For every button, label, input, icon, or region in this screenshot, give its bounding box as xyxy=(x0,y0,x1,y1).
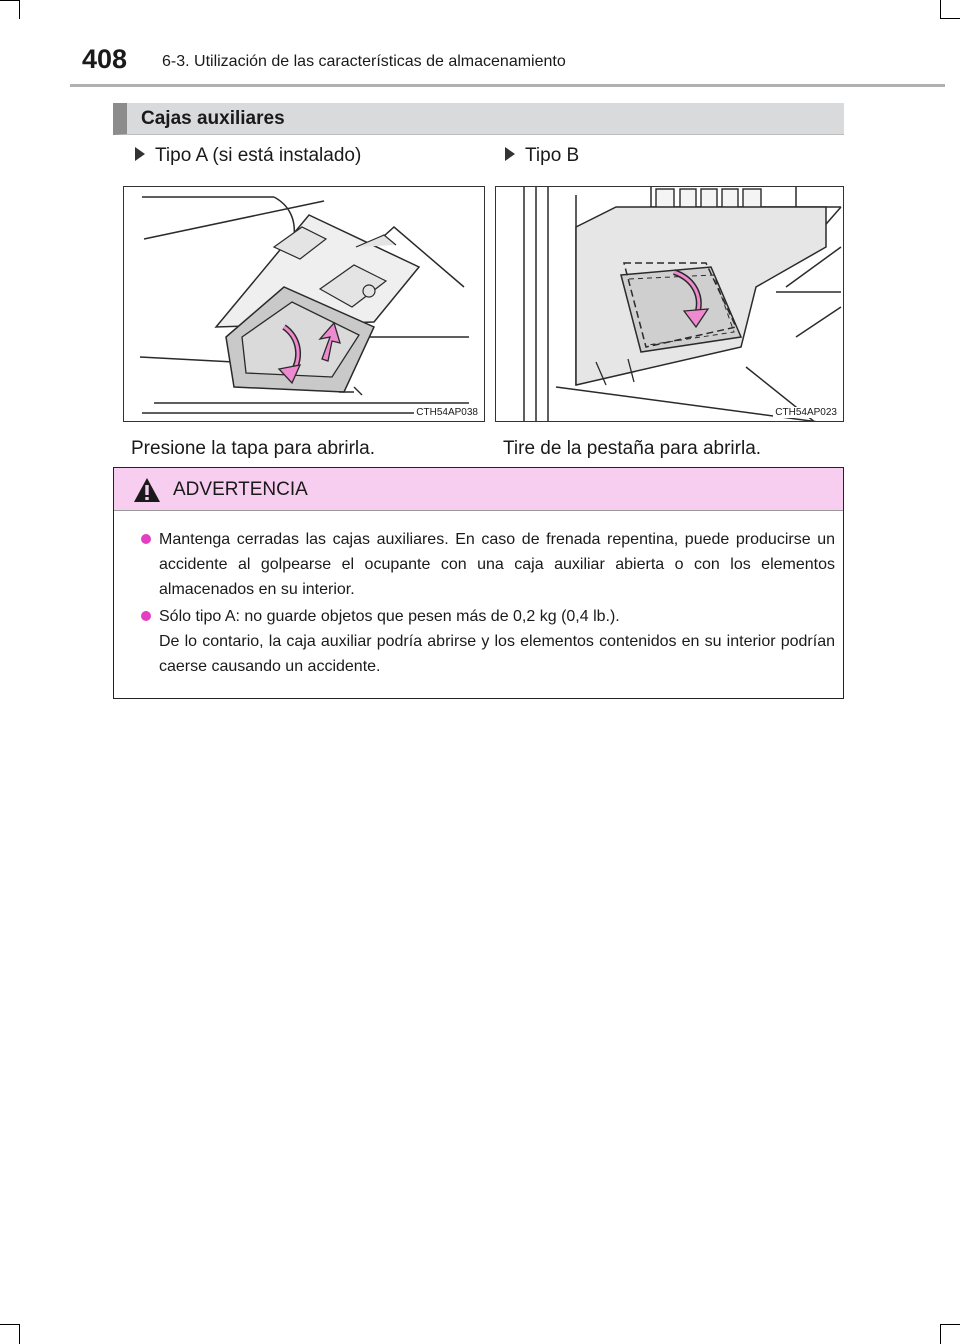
warning-text: Sólo tipo A: no guarde objetos que pesen más de 0,2 kg (0,4 lb.). De lo contario, la caja auxiliar podría abrirse y los elementos contenidos en su interior podrían caerse causando un accidente. xyxy=(159,608,835,675)
triangle-right-icon xyxy=(505,147,515,161)
crop-mark xyxy=(19,1324,20,1344)
overhead-console-illustration xyxy=(124,187,485,422)
figure-label-type-b xyxy=(505,145,579,167)
header-divider xyxy=(70,84,945,87)
warning-title: ADVERTENCIA xyxy=(173,479,308,500)
figure-label-text: Tipo B xyxy=(525,145,580,166)
figure-code: CTH54AP038 xyxy=(416,407,478,418)
crop-mark xyxy=(19,0,20,19)
section-title: Cajas auxiliares xyxy=(141,108,285,129)
figure-label-type-a xyxy=(135,145,361,167)
figure-caption-type-b: Tire de la pestaña para abrirla. xyxy=(503,438,762,459)
figure-label-text: Tipo A (si está instalado) xyxy=(155,145,362,166)
crop-mark xyxy=(940,1324,941,1344)
crop-mark xyxy=(0,0,19,1)
bullet-dot-icon xyxy=(141,534,151,544)
bullet-dot-icon xyxy=(141,611,151,621)
warning-triangle-icon xyxy=(132,476,162,504)
section-header xyxy=(113,103,844,135)
warning-box xyxy=(113,467,844,699)
figure-type-b xyxy=(495,186,844,422)
figure-code: CTH54AP023 xyxy=(775,407,837,418)
figure-caption-type-a: Presione la tapa para abrirla. xyxy=(131,438,375,459)
auxiliary-box-illustration xyxy=(496,187,844,422)
warning-item xyxy=(141,527,835,602)
triangle-right-icon xyxy=(135,147,145,161)
crop-mark xyxy=(0,1324,19,1325)
crop-mark xyxy=(941,18,960,19)
page-number: 408 xyxy=(82,44,128,74)
warning-item xyxy=(141,604,835,679)
crop-mark xyxy=(941,1324,960,1325)
crop-mark xyxy=(940,0,941,19)
figure-type-a xyxy=(123,186,485,422)
chapter-title: 6-3. Utilización de las características de almacenamiento xyxy=(162,53,566,70)
warning-text: Mantenga cerradas las cajas auxiliares. En caso de frenada repentina, puede producirse un accidente al golpearse el ocupante con una caja auxiliar abierta o con los elementos almacenados en su interior. xyxy=(159,531,835,598)
warning-header xyxy=(114,468,843,511)
